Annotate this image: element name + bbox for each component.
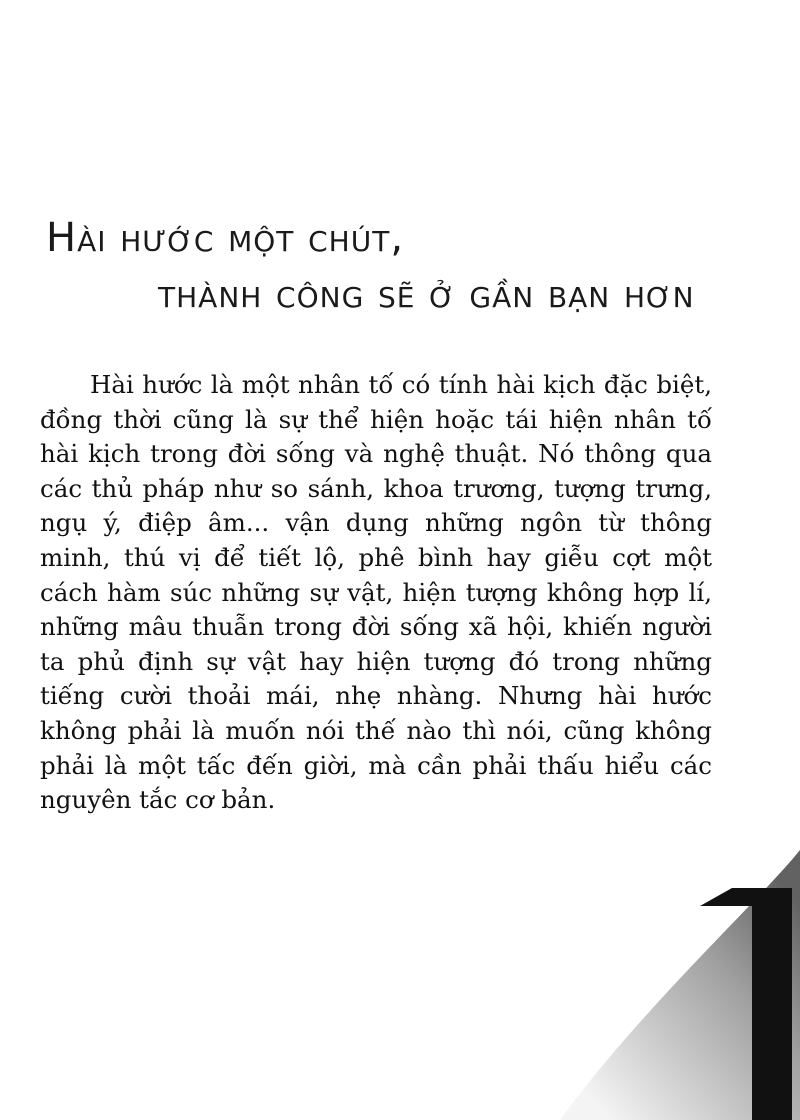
chapter-number-graphic	[680, 888, 800, 1120]
chapter-title-line-2: thành công sẽ ở gần bạn hơn	[158, 271, 695, 317]
chapter-numeral-shape	[700, 888, 792, 1120]
chapter-title-line-1: Hài hước một chút,	[46, 215, 405, 261]
intro-paragraph: Hài hước là một nhân tố có tính hài kịch đặc biệt, đồng thời cũng là sự thể hiện hoặc tái hiện nhân tố hài kịch trong đời sống và nghệ thuật. Nó thông qua các thủ pháp như so sánh, khoa trương, tượng trưng, ngụ ý, điệp âm... vận dụng những ngôn từ thông minh, thú vị để tiết lộ, phê bình hay giễu cợt một cách hàm súc những sự vật, hiện tượng không hợp lí, những mâu thuẫn trong đời sống xã hội, khiến người ta phủ định sự vật hay hiện tượng đó trong những tiếng cười thoải mái, nhẹ nhàng. Nhưng hài hước không phải là muốn nói thế nào thì nói, cũng không phải là một tấc đến giời, mà cần phải thấu hiểu các nguyên tắc cơ bản.	[40, 370, 712, 815]
chapter-title	[46, 210, 766, 322]
